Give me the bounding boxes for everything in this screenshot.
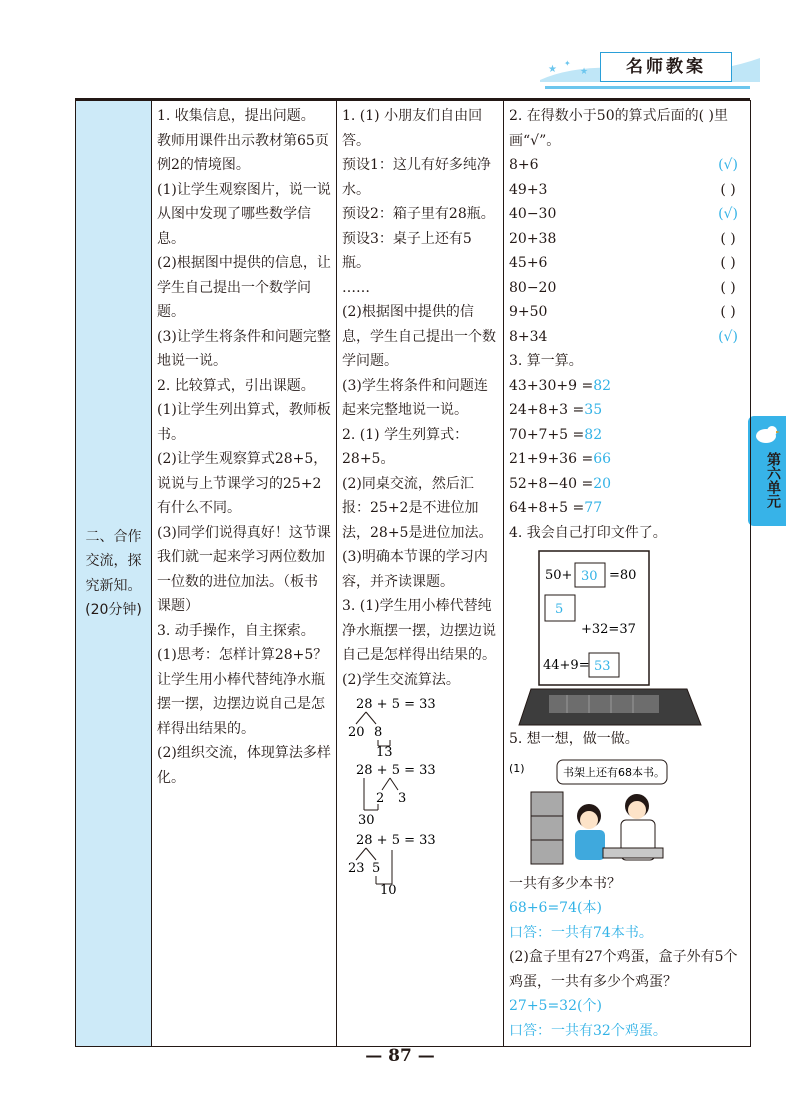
bubble-text: 书架上还有68本书。 — [563, 765, 665, 779]
exercise-q2: 2. 在得数小于50的算式后面的( )里画“√”。 — [509, 108, 728, 149]
check-mark: (√) — [718, 206, 738, 222]
q5-label: (1) — [509, 761, 525, 775]
calc-expr: 52+8−40 = — [509, 475, 594, 492]
q5-2-equation: 27+5=32(个) — [509, 998, 602, 1014]
page-number: — 87 — — [365, 1046, 435, 1066]
tree-result: 10 — [380, 883, 397, 896]
student-text: (2)学生交流算法。 — [342, 671, 460, 688]
bookshelf-illustration — [509, 758, 709, 868]
tree-part: 2 — [376, 791, 385, 806]
teacher-activity-cell — [152, 101, 337, 1047]
calc-answer: 35 — [584, 402, 603, 418]
q5-1-question: 一共有多少本书？ — [509, 875, 621, 892]
student-text: (2)根据图中提供的信息，学生自己提出一个数学问题。 — [342, 304, 496, 369]
stage-line: 究新知。 — [85, 577, 142, 594]
q5-1-equation: 68+6=74(本) — [509, 900, 602, 916]
check-row — [509, 325, 745, 350]
tree-part: 3 — [398, 791, 407, 806]
teacher-text: (2)根据图中提供的信息，让学生自己提出一个数学问题。 — [157, 255, 331, 320]
calc-row — [509, 496, 745, 521]
calc-row — [509, 447, 745, 472]
lesson-table — [75, 100, 751, 1047]
teacher-text: 3. 动手操作，自主探索。 — [157, 622, 315, 639]
calc-row — [509, 374, 745, 399]
check-expr: 20+38 — [509, 230, 557, 247]
printer-answer: 53 — [594, 659, 611, 674]
calc-expr: 64+8+5 = — [509, 500, 585, 516]
split-tree-3 — [346, 830, 466, 896]
tree-part: 5 — [372, 861, 381, 876]
tree-expr: 28 + 5 = 33 — [356, 763, 436, 778]
calc-row — [509, 472, 745, 497]
printer-answer: 30 — [581, 569, 598, 584]
printer-text: =80 — [609, 568, 637, 583]
header-rule — [545, 86, 750, 89]
check-mark: ( ) — [720, 279, 736, 296]
check-mark: ( ) — [720, 230, 736, 247]
calc-answer: 66 — [593, 451, 612, 467]
header-title: 名师教案 — [600, 52, 732, 82]
check-mark: (√) — [718, 328, 738, 345]
teacher-text: 2. 比较算式，引出课题。 — [157, 377, 315, 394]
stage-line: (20分钟) — [85, 602, 142, 618]
calc-expr: 70+7+5 = — [509, 426, 585, 443]
calc-answer: 82 — [584, 426, 603, 443]
exercise-q4: 4. 我会自己打印文件了。 — [509, 524, 667, 541]
check-expr: 9+50 — [509, 304, 548, 320]
printer-text: +32=37 — [581, 622, 636, 637]
calc-expr: 43+30+9 = — [509, 377, 594, 394]
check-expr: 45+6 — [509, 255, 548, 271]
teacher-text: (3)让学生将条件和问题完整地说一说。 — [157, 328, 331, 369]
exercise-q5: 5. 想一想，做一做。 — [509, 731, 639, 747]
teacher-text: 1. 收集信息，提出问题。 — [157, 108, 315, 124]
student-text: (3)明确本节课的学习内容，并齐读课题。 — [342, 549, 488, 590]
teacher-text: (3)同学们说得真好！这节课我们就一起来学习两位数加一位数的进位加法。（板书课题） — [157, 524, 331, 614]
unit-side-label: 第六单元 — [765, 452, 781, 508]
student-activity-cell — [337, 101, 504, 1047]
bird-icon — [752, 420, 780, 448]
teacher-text: (1)思考：怎样计算28+5？让学生用小棒代替纯净水瓶摆一摆，边摆边说自己是怎样得出结果的。 — [157, 647, 328, 737]
calc-answer: 77 — [584, 500, 603, 516]
calc-answer: 20 — [593, 475, 612, 492]
tree-part: 8 — [374, 725, 383, 740]
stage-line: 二、合作 — [85, 528, 142, 545]
check-row — [509, 178, 745, 203]
table-top — [603, 848, 663, 858]
check-expr: 80−20 — [509, 279, 557, 296]
student-text: …… — [342, 279, 370, 296]
teacher-text: 教师用课件出示教材第65页例2的情境图。 — [157, 132, 329, 173]
check-row — [509, 202, 745, 227]
svg-text:★: ★ — [548, 64, 557, 75]
calc-answer: 82 — [593, 377, 612, 394]
check-row — [509, 276, 745, 301]
split-tree-1 — [346, 694, 466, 756]
svg-text:✦: ✦ — [564, 59, 571, 68]
calc-row — [509, 398, 745, 423]
exercise-q3: 3. 算一算。 — [509, 353, 583, 369]
svg-text:★: ★ — [580, 67, 589, 77]
tree-result: 30 — [358, 813, 375, 826]
student-text: (2)同桌交流，然后汇报：25+2是不进位加法，28+5是进位加法。 — [342, 475, 493, 541]
teacher-text: (2)组织交流，体现算法多样化。 — [157, 745, 331, 786]
q5-1-answer: 口答：一共有74本书。 — [509, 924, 653, 941]
student-text: 预设3：桌子上还有5瓶。 — [342, 230, 472, 271]
check-row — [509, 300, 745, 325]
printer-illustration — [509, 549, 709, 727]
check-expr: 8+6 — [509, 157, 539, 173]
check-row — [509, 153, 745, 178]
tree-part: 23 — [348, 861, 365, 876]
stage-cell — [76, 101, 152, 1047]
check-row — [509, 251, 745, 276]
bookshelf — [531, 792, 563, 864]
check-expr: 8+34 — [509, 328, 548, 345]
teacher-text: (1)让学生观察图片，说一说从图中发现了哪些数学信息。 — [157, 181, 331, 247]
teacher-text: (1)让学生列出算式，教师板书。 — [157, 402, 331, 443]
check-mark: ( ) — [720, 181, 736, 198]
check-mark: ( ) — [720, 255, 736, 271]
check-expr: 40−30 — [509, 206, 557, 222]
tree-result: 13 — [376, 745, 393, 756]
calc-row — [509, 423, 745, 448]
student-text: 2. (1) 学生列算式：28+5。 — [342, 426, 469, 467]
student-text: 预设1：这儿有好多纯净水。 — [342, 157, 491, 198]
printer-keys — [549, 695, 659, 713]
split-tree-2 — [346, 760, 466, 826]
stage-line: 交流，探 — [85, 553, 142, 569]
tree-expr: 28 + 5 = 33 — [356, 833, 436, 848]
tree-part: 20 — [348, 725, 365, 740]
check-mark: (√) — [718, 157, 738, 173]
student-text: 3. (1)学生用小棒代替纯净水瓶摆一摆，边摆边说自己是怎样得出结果的。 — [342, 598, 496, 663]
calc-expr: 24+8+3 = — [509, 402, 585, 418]
teacher-text: (2)让学生观察算式28+5，说说与上节课学习的25+2有什么不同。 — [157, 451, 328, 516]
q5-2-question: (2)盒子里有27个鸡蛋，盒子外有5个鸡蛋，一共有多少个鸡蛋？ — [509, 949, 738, 990]
tree-expr: 28 + 5 = 33 — [356, 697, 436, 712]
printer-text: 50+ — [545, 568, 573, 583]
exercise-cell — [504, 101, 751, 1047]
student-text: 1. (1) 小朋友们自由回答。 — [342, 108, 483, 149]
check-mark: ( ) — [720, 304, 736, 320]
check-expr: 49+3 — [509, 181, 548, 198]
printer-answer: 5 — [555, 602, 564, 617]
student-text: (3)学生将条件和问题连起来完整地说一说。 — [342, 377, 488, 418]
q5-2-answer: 口答：一共有32个鸡蛋。 — [509, 1022, 667, 1039]
printer-text: 44+9= — [543, 658, 590, 673]
check-row — [509, 227, 745, 252]
student-text: 预设2：箱子里有28瓶。 — [342, 206, 495, 222]
calc-expr: 21+9+36 = — [509, 451, 594, 467]
